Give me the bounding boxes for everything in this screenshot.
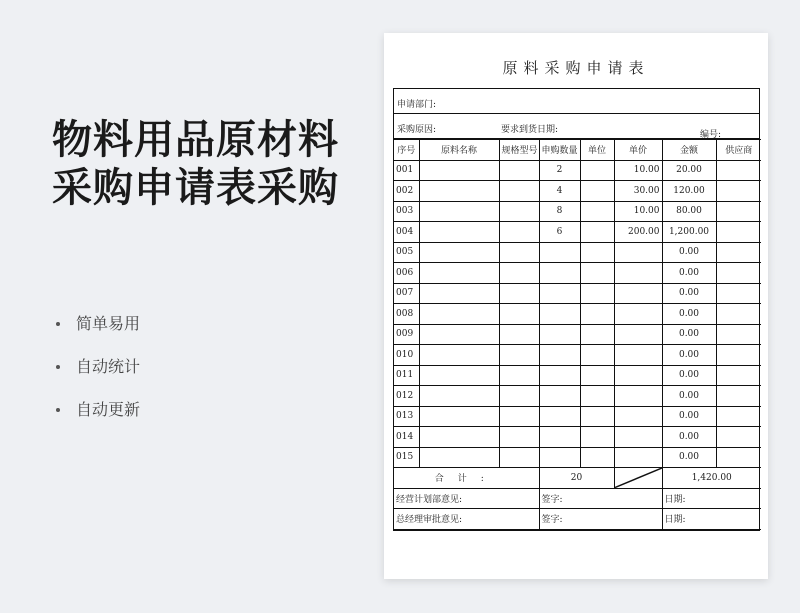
dept-label: 申请部门: (397, 100, 437, 110)
table-row (394, 427, 761, 448)
col-header: 原料名称 (419, 140, 499, 161)
table-row (394, 181, 761, 202)
cell-material (419, 365, 499, 386)
table-row (394, 283, 761, 304)
purchase-form (393, 88, 760, 531)
sign-label: 签字: (539, 488, 662, 509)
cell-qty (539, 345, 580, 366)
col-header: 申购数量 (539, 140, 580, 161)
cell-price (614, 365, 662, 386)
cell-qty (539, 386, 580, 407)
number-label: 编号: (700, 130, 722, 140)
table-row (394, 304, 761, 325)
cell-unit (580, 201, 614, 222)
cell-unit (580, 263, 614, 284)
cell-price: 30.00 (614, 181, 662, 202)
cell-amount: 0.00 (662, 427, 716, 448)
table-row (394, 406, 761, 427)
cell-amount: 80.00 (662, 201, 716, 222)
cell-qty (539, 427, 580, 448)
cell-no: 003 (394, 201, 419, 222)
cell-spec (499, 181, 539, 202)
cell-unit (580, 222, 614, 243)
cell-qty: 2 (539, 160, 580, 181)
cell-price (614, 324, 662, 345)
totals-row (394, 468, 761, 489)
cell-amount: 0.00 (662, 283, 716, 304)
cell-unit (580, 160, 614, 181)
cell-supplier (716, 447, 761, 468)
cell-spec (499, 324, 539, 345)
cell-qty (539, 365, 580, 386)
bullet-icon (56, 408, 60, 412)
cell-spec (499, 263, 539, 284)
cell-qty (539, 406, 580, 427)
cell-amount: 0.00 (662, 406, 716, 427)
table-row (394, 345, 761, 366)
cell-qty (539, 242, 580, 263)
cell-amount: 0.00 (662, 345, 716, 366)
feature-item: 自动更新 (52, 398, 140, 441)
cell-unit (580, 427, 614, 448)
cell-no: 002 (394, 181, 419, 202)
bullet-icon (56, 365, 60, 369)
table-header-row (394, 140, 761, 161)
document-preview (384, 33, 768, 579)
reason-label: 采购原因: (397, 125, 437, 135)
cell-supplier (716, 242, 761, 263)
cell-qty (539, 283, 580, 304)
cell-material (419, 345, 499, 366)
cell-qty: 8 (539, 201, 580, 222)
cell-no: 010 (394, 345, 419, 366)
cell-amount: 0.00 (662, 242, 716, 263)
cell-amount: 0.00 (662, 365, 716, 386)
feature-item: 自动统计 (52, 355, 140, 398)
cell-price (614, 447, 662, 468)
cell-material (419, 160, 499, 181)
col-header: 单价 (614, 140, 662, 161)
cell-no: 009 (394, 324, 419, 345)
cell-amount: 0.00 (662, 263, 716, 284)
col-header: 规格型号 (499, 140, 539, 161)
cell-supplier (716, 222, 761, 243)
cell-qty (539, 304, 580, 325)
table-row (394, 222, 761, 243)
cell-supplier (716, 427, 761, 448)
cell-unit (580, 324, 614, 345)
cell-price (614, 242, 662, 263)
diagonal-line (615, 468, 662, 488)
cell-qty (539, 324, 580, 345)
cell-price: 200.00 (614, 222, 662, 243)
table-row (394, 386, 761, 407)
feature-item: 简单易用 (52, 312, 140, 355)
cell-no: 001 (394, 160, 419, 181)
cell-spec (499, 160, 539, 181)
cell-material (419, 447, 499, 468)
table-row (394, 365, 761, 386)
col-header: 序号 (394, 140, 419, 161)
cell-material (419, 201, 499, 222)
cell-price (614, 304, 662, 325)
diagonal-cell (614, 468, 662, 489)
cell-no: 004 (394, 222, 419, 243)
cell-unit (580, 242, 614, 263)
cell-amount: 120.00 (662, 181, 716, 202)
headline (52, 116, 372, 212)
cell-no: 015 (394, 447, 419, 468)
cell-price (614, 263, 662, 284)
cell-unit (580, 181, 614, 202)
sign-label: 签字: (539, 509, 662, 530)
table-row (394, 263, 761, 284)
cell-amount: 20.00 (662, 160, 716, 181)
cell-no: 013 (394, 406, 419, 427)
cell-material (419, 427, 499, 448)
total-amount: 1,420.00 (662, 468, 761, 489)
cell-material (419, 386, 499, 407)
cell-supplier (716, 406, 761, 427)
cell-price (614, 386, 662, 407)
feature-list (52, 312, 140, 441)
dept-row (394, 89, 759, 114)
cell-spec (499, 283, 539, 304)
cell-supplier (716, 324, 761, 345)
bullet-icon (56, 322, 60, 326)
cell-no: 014 (394, 427, 419, 448)
plan-dept-row (394, 488, 761, 509)
col-header: 供应商 (716, 140, 761, 161)
table-row (394, 324, 761, 345)
cell-material (419, 263, 499, 284)
cell-no: 007 (394, 283, 419, 304)
cell-spec (499, 427, 539, 448)
date-short-label: 日期: (662, 509, 761, 530)
total-label: 合计: (394, 468, 539, 489)
cell-supplier (716, 365, 761, 386)
table-row (394, 447, 761, 468)
cell-no: 006 (394, 263, 419, 284)
cell-unit (580, 365, 614, 386)
cell-material (419, 324, 499, 345)
cell-spec (499, 345, 539, 366)
cell-spec (499, 386, 539, 407)
cell-amount: 1,200.00 (662, 222, 716, 243)
cell-spec (499, 242, 539, 263)
cell-unit (580, 447, 614, 468)
cell-spec (499, 406, 539, 427)
cell-price: 10.00 (614, 201, 662, 222)
cell-qty: 6 (539, 222, 580, 243)
cell-material (419, 304, 499, 325)
cell-price (614, 345, 662, 366)
date-short-label: 日期: (662, 488, 761, 509)
items-table (394, 139, 761, 530)
plan-dept-label: 经营计划部意见: (394, 488, 539, 509)
cell-amount: 0.00 (662, 324, 716, 345)
cell-price (614, 427, 662, 448)
cell-amount: 0.00 (662, 386, 716, 407)
cell-supplier (716, 283, 761, 304)
cell-material (419, 242, 499, 263)
cell-supplier (716, 386, 761, 407)
form-title: 原料采购申请表 (502, 59, 650, 77)
gm-row (394, 509, 761, 530)
cell-spec (499, 304, 539, 325)
cell-supplier (716, 263, 761, 284)
cell-amount: 0.00 (662, 447, 716, 468)
cell-no: 005 (394, 242, 419, 263)
cell-supplier (716, 160, 761, 181)
cell-price (614, 283, 662, 304)
headline-line-2: 采购申请表采购 (52, 165, 339, 211)
headline-line-1: 物料用品原材料 (52, 117, 339, 163)
cell-supplier (716, 345, 761, 366)
table-row (394, 201, 761, 222)
cell-price: 10.00 (614, 160, 662, 181)
cell-supplier (716, 181, 761, 202)
cell-no: 011 (394, 365, 419, 386)
cell-unit (580, 386, 614, 407)
col-header: 单位 (580, 140, 614, 161)
reason-row (394, 114, 759, 139)
total-quantity: 20 (539, 468, 614, 489)
cell-qty (539, 447, 580, 468)
cell-amount: 0.00 (662, 304, 716, 325)
cell-unit (580, 406, 614, 427)
date-label: 要求到货日期: (501, 125, 559, 135)
cell-supplier (716, 201, 761, 222)
cell-spec (499, 365, 539, 386)
cell-no: 008 (394, 304, 419, 325)
cell-unit (580, 283, 614, 304)
cell-material (419, 181, 499, 202)
cell-qty (539, 263, 580, 284)
cell-qty: 4 (539, 181, 580, 202)
cell-spec (499, 222, 539, 243)
cell-price (614, 406, 662, 427)
cell-no: 012 (394, 386, 419, 407)
table-row (394, 160, 761, 181)
cell-spec (499, 201, 539, 222)
table-row (394, 242, 761, 263)
cell-unit (580, 304, 614, 325)
cell-unit (580, 345, 614, 366)
gm-label: 总经理审批意见: (394, 509, 539, 530)
cell-material (419, 283, 499, 304)
cell-spec (499, 447, 539, 468)
cell-material (419, 406, 499, 427)
col-header: 金额 (662, 140, 716, 161)
cell-material (419, 222, 499, 243)
cell-supplier (716, 304, 761, 325)
